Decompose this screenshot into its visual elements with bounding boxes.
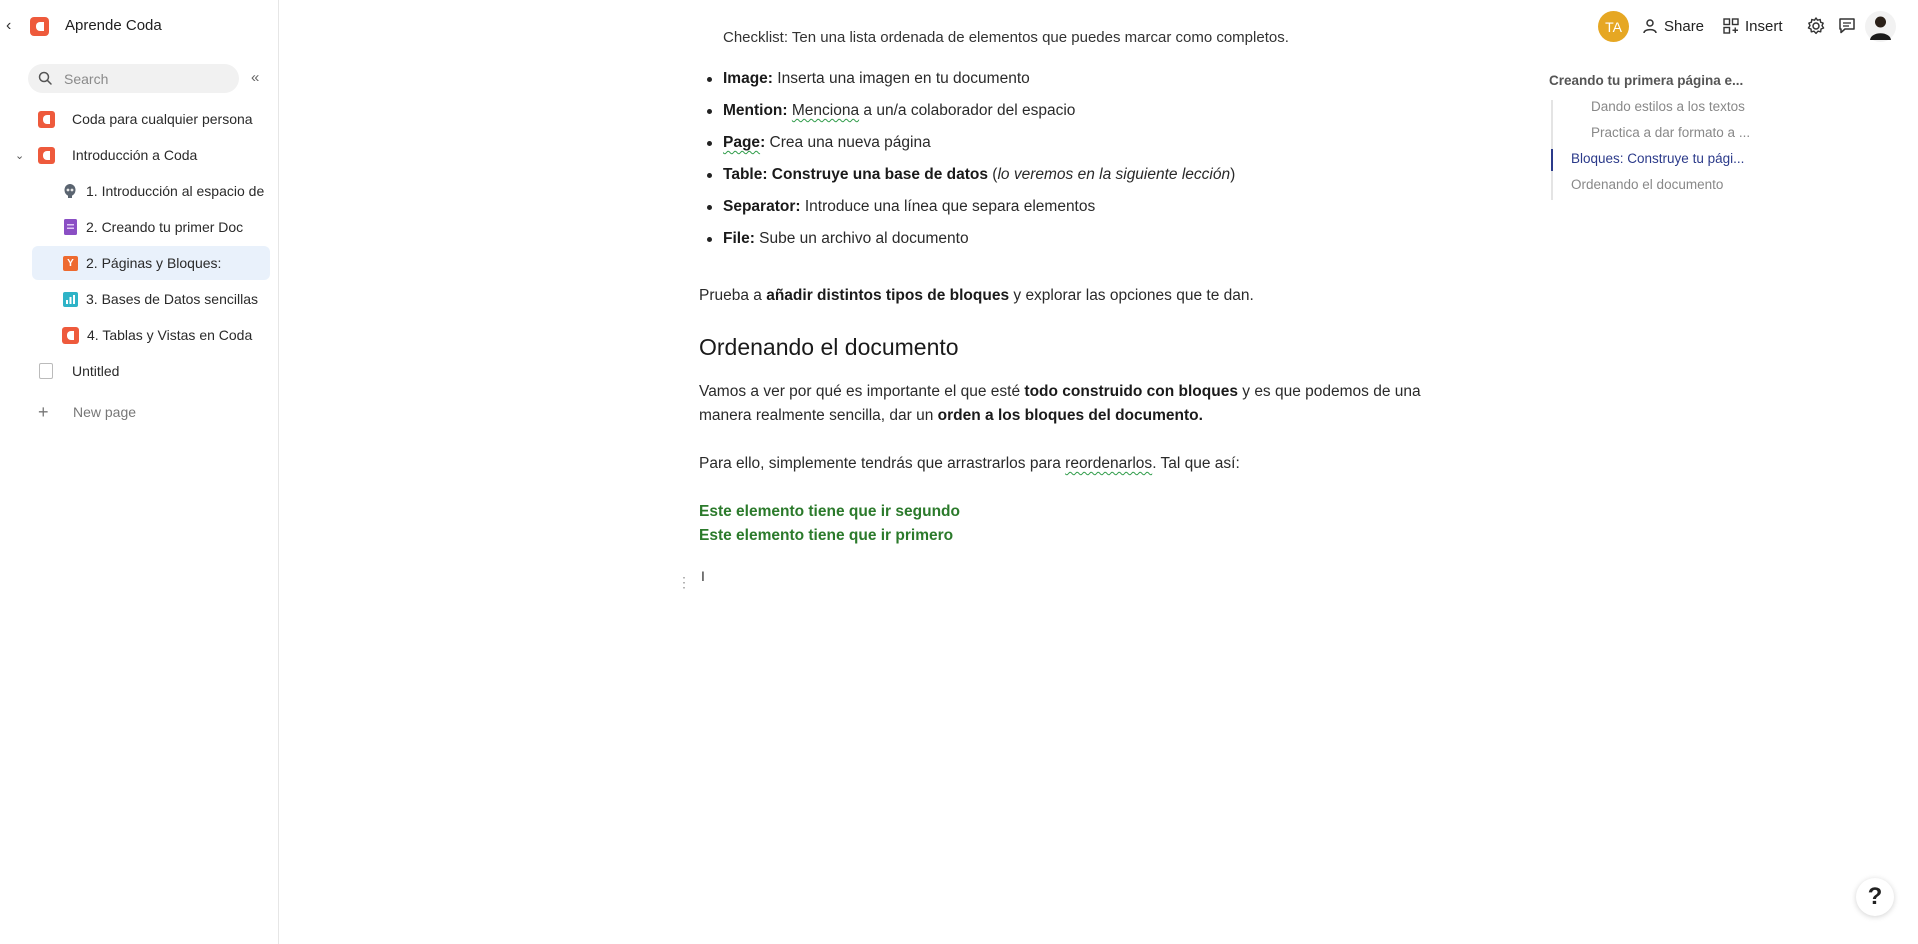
outline-item[interactable]: Dando estilos a los textos bbox=[1591, 99, 1745, 114]
topbar bbox=[1590, 0, 1918, 52]
paragraph[interactable] bbox=[699, 380, 1421, 428]
paragraph[interactable] bbox=[699, 452, 1240, 476]
y-badge-icon: Y bbox=[63, 256, 78, 271]
doc-purple-icon bbox=[63, 219, 78, 235]
bold-text: añadir distintos tipos de bloques bbox=[766, 287, 1010, 304]
list-item-text: Inserta una imagen en tu documento bbox=[772, 70, 1030, 87]
sidebar-header bbox=[0, 0, 279, 52]
doc-title[interactable]: Aprende Coda bbox=[65, 17, 162, 34]
chevron-down-icon[interactable]: ⌄ bbox=[15, 150, 25, 162]
sidebar-item-paginas-y-bloques[interactable] bbox=[32, 246, 270, 280]
grid-plus-icon bbox=[1723, 18, 1739, 34]
list-item-italic: lo veremos en la siguiente lección bbox=[997, 166, 1231, 183]
list-item[interactable] bbox=[699, 195, 1235, 227]
green-block-first[interactable]: Este elemento tiene que ir primero bbox=[699, 527, 954, 544]
text: Vamos a ver por qué es importante el que esté bbox=[699, 383, 1025, 400]
section-heading[interactable]: Ordenando el documento bbox=[699, 334, 959, 360]
list-item-term: Table: Construye una base de datos bbox=[723, 166, 988, 183]
outline-active-indicator bbox=[1551, 149, 1553, 171]
avatar[interactable]: TA bbox=[1598, 11, 1629, 42]
text: manera realmente sencilla, dar un bbox=[699, 407, 938, 424]
list-item-text: a un/a colaborador del espacio bbox=[859, 102, 1076, 119]
text: y es que podemos de una bbox=[1237, 383, 1421, 400]
sidebar-item-label: Coda para cualquier persona bbox=[72, 111, 253, 127]
insert-label: Insert bbox=[1745, 17, 1783, 35]
help-button[interactable]: ? bbox=[1856, 878, 1894, 916]
list-item-text: Introduce una línea que separa elementos bbox=[800, 198, 1096, 215]
drag-handle-icon[interactable]: ⋮ bbox=[677, 574, 691, 590]
list-item-text: Crea una nueva página bbox=[765, 134, 931, 151]
list-item[interactable] bbox=[699, 99, 1235, 131]
clipped-text: Checklist: Ten una lista ordenada de elementos que puedes marcar como completos. bbox=[723, 29, 1289, 46]
list-item[interactable] bbox=[699, 227, 1235, 259]
skull-icon bbox=[62, 183, 78, 199]
text: y explorar las opciones que te dan. bbox=[1009, 287, 1254, 304]
list-item-term: : bbox=[760, 134, 766, 151]
coda-logo-icon bbox=[62, 327, 79, 344]
sidebar-item-tablas-y-vistas[interactable] bbox=[52, 318, 268, 352]
list-item[interactable] bbox=[699, 163, 1235, 195]
outline-item[interactable]: Creando tu primera página e... bbox=[1549, 73, 1744, 88]
blocks-list bbox=[699, 67, 1235, 259]
user-avatar-icon[interactable] bbox=[1865, 11, 1896, 42]
new-page-button[interactable] bbox=[28, 395, 268, 429]
text-cursor-icon: I bbox=[701, 568, 705, 584]
sidebar-item-label: Introducción a Coda bbox=[72, 147, 198, 163]
coda-logo-icon bbox=[38, 147, 55, 164]
text: Prueba a bbox=[699, 287, 767, 304]
chevron-left-icon[interactable]: ‹ bbox=[6, 17, 12, 34]
list-item-term: Mention: bbox=[723, 102, 788, 119]
coda-logo-icon bbox=[30, 17, 49, 36]
plus-icon: + bbox=[38, 401, 49, 422]
sidebar-item-label: 2. Creando tu primer Doc bbox=[86, 219, 244, 235]
list-item-text: ) bbox=[1230, 166, 1236, 183]
list-item-term: Separator: bbox=[723, 198, 801, 215]
gear-icon[interactable] bbox=[1806, 16, 1826, 36]
collapse-sidebar-icon[interactable]: « bbox=[251, 69, 260, 86]
sidebar-item-introduccion-a-coda[interactable] bbox=[28, 138, 268, 172]
sidebar-item-creando-tu-primer-doc[interactable] bbox=[52, 210, 268, 244]
coda-logo-icon bbox=[38, 111, 55, 128]
list-item-text: Sube un archivo al documento bbox=[754, 230, 969, 247]
insert-button[interactable] bbox=[1723, 16, 1783, 36]
sidebar-item-label: Untitled bbox=[72, 363, 120, 379]
bold-text: todo construido con bloques bbox=[1024, 383, 1238, 400]
list-item-term: Image: bbox=[723, 70, 773, 87]
spellcheck-word[interactable]: reordenarlos bbox=[1065, 455, 1153, 472]
sidebar-item-label: 4. Tablas y Vistas en Coda bbox=[87, 327, 253, 343]
green-block-second[interactable]: Este elemento tiene que ir segundo bbox=[699, 503, 960, 520]
sidebar-item-untitled[interactable] bbox=[28, 354, 268, 388]
share-label: Share bbox=[1664, 17, 1705, 35]
spellcheck-word[interactable]: Page bbox=[723, 134, 761, 151]
page-icon bbox=[39, 363, 53, 379]
list-item[interactable] bbox=[699, 131, 1235, 163]
sidebar-item-label: 2. Páginas y Bloques: bbox=[86, 255, 222, 271]
comment-icon[interactable] bbox=[1838, 17, 1856, 35]
sidebar-item-introduccion-al-espacio[interactable] bbox=[52, 174, 268, 208]
outline-item[interactable]: Practica a dar formato a ... bbox=[1591, 125, 1751, 140]
person-icon bbox=[1642, 18, 1658, 34]
list-item-term: File: bbox=[723, 230, 755, 247]
spellcheck-word[interactable]: Menciona bbox=[791, 102, 860, 119]
sidebar-item-coda-para-cualquier-persona[interactable] bbox=[28, 102, 268, 136]
sidebar-item-label: 1. Introducción al espacio de bbox=[86, 183, 265, 199]
bold-text: orden a los bloques del documento. bbox=[937, 407, 1203, 424]
clipped-list-item bbox=[723, 29, 1289, 50]
share-button[interactable] bbox=[1642, 16, 1704, 36]
outline-item[interactable]: Ordenando el documento bbox=[1571, 177, 1724, 192]
paragraph[interactable] bbox=[699, 284, 1254, 308]
list-item-text: ( bbox=[988, 166, 998, 183]
sidebar-item-label: 3. Bases de Datos sencillas bbox=[86, 291, 258, 307]
list-item[interactable] bbox=[699, 67, 1235, 99]
chart-icon bbox=[63, 292, 78, 307]
search-icon bbox=[38, 71, 52, 85]
text: . Tal que así: bbox=[1152, 455, 1240, 472]
search-input[interactable] bbox=[64, 64, 229, 93]
text: Para ello, simplemente tendrás que arrastrarlos para bbox=[699, 455, 1066, 472]
new-page-label: New page bbox=[73, 404, 137, 420]
outline-item-active[interactable]: Bloques: Construye tu pági... bbox=[1571, 151, 1745, 166]
search-box[interactable] bbox=[28, 64, 239, 93]
sidebar bbox=[0, 0, 279, 944]
sidebar-item-bases-de-datos[interactable] bbox=[52, 282, 268, 316]
